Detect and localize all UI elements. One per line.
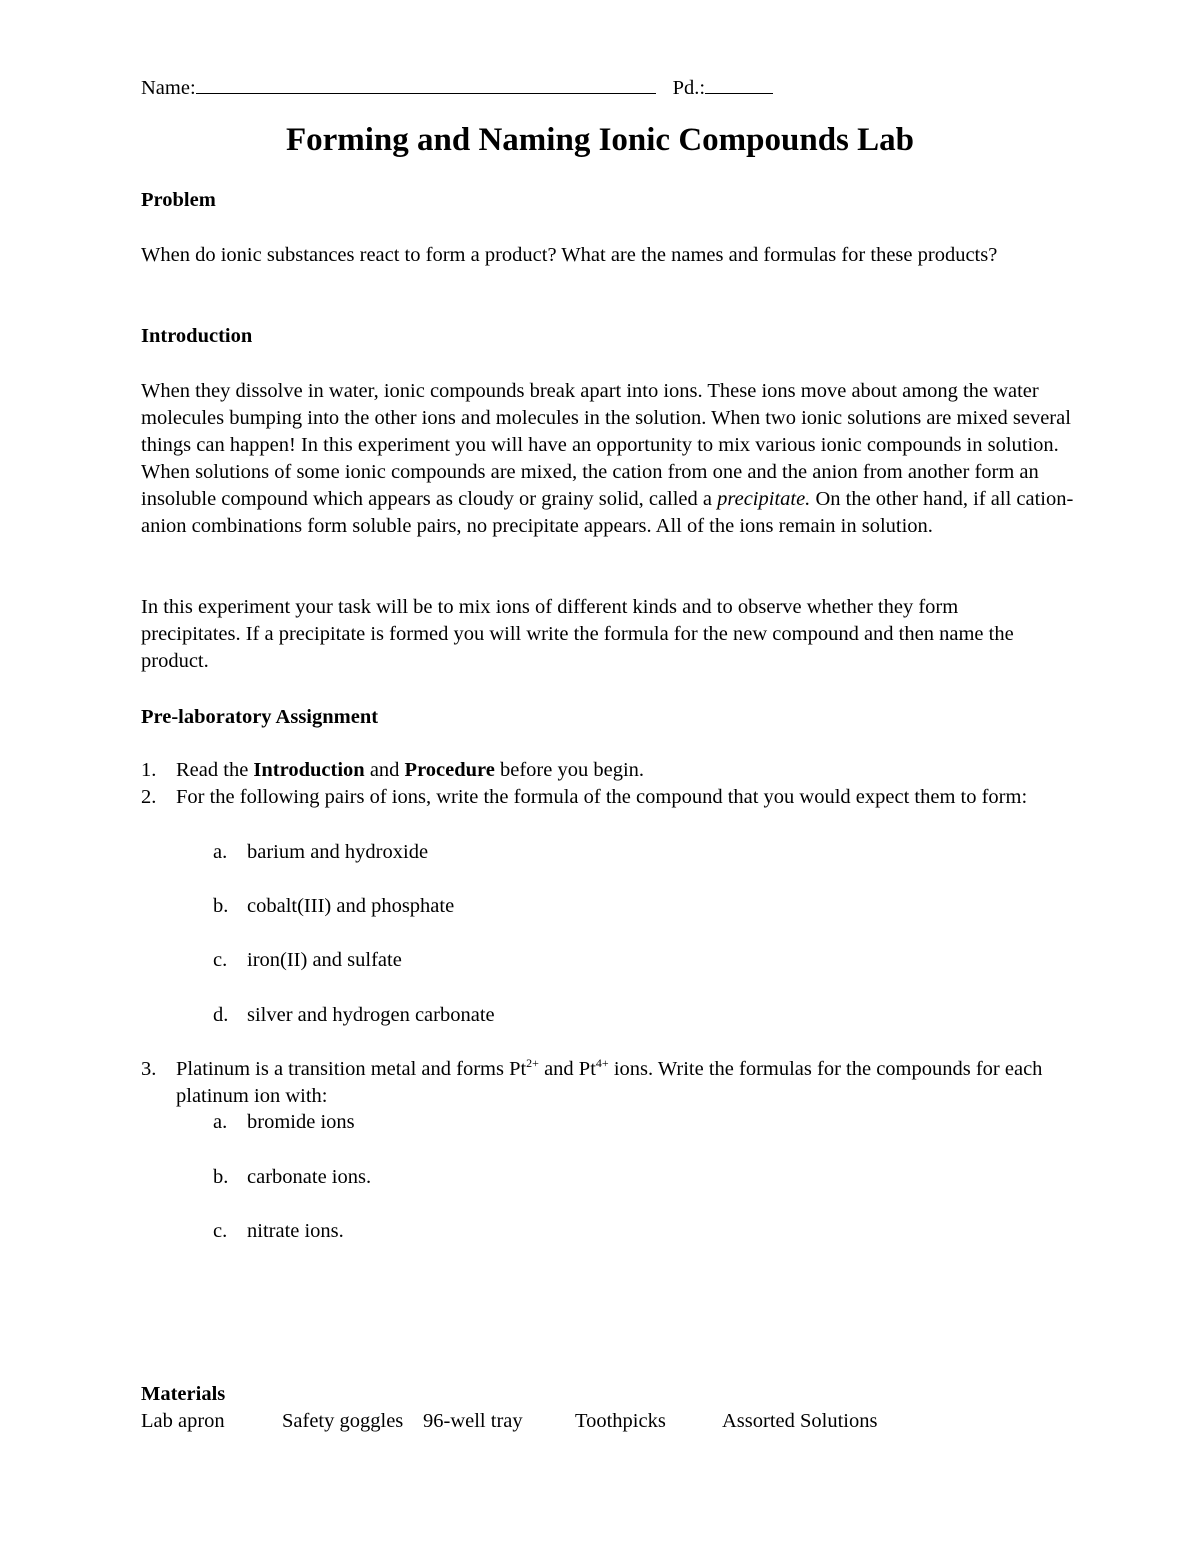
material-item: Assorted Solutions <box>722 1410 878 1432</box>
problem-text: When do ionic substances react to form a product? What are the names and formulas for these products? <box>141 244 998 266</box>
introduction-paragraph-1: When they dissolve in water, ionic compounds break apart into ions. These ions move about among the water molecules bumping into the other ions and molecules in the solution. When two ionic solutions are mixed several things can happen! In this experiment you will have an opportunity to mix various ionic compounds in solution. When solutions of some ionic compounds are mixed, the cation from one and the anion from another form an insoluble compound which appears as cloudy or grainy solid, called a precipitate. On the other hand, if all cation-anion combinations form soluble pairs, no precipitate appears. All of the ions remain in solution. <box>141 380 1074 537</box>
material-item: Safety goggles <box>282 1410 404 1432</box>
materials-list <box>141 1408 1091 1435</box>
materials-heading: Materials <box>141 1383 226 1405</box>
item-text: Platinum is a transition metal and forms $Pt^{2+}$ and $Pt^{4+}$ ions. Write the formulas for the compounds for each platinum ion with: <box>176 1056 1043 1107</box>
procedure-ref: Procedure <box>404 759 495 781</box>
header-line <box>141 73 1091 102</box>
material-item: Toothpicks <box>575 1410 666 1432</box>
introduction-heading: Introduction <box>141 325 253 347</box>
item-text: For the following pairs of ions, write the formula of the compound that you would expect them to form: <box>176 786 1028 808</box>
introduction-ref: Introduction <box>253 759 365 781</box>
item-number: 3. <box>141 1058 157 1080</box>
material-item: Lab apron <box>141 1410 225 1432</box>
period-blank <box>705 73 773 94</box>
precipitate-term: precipitate. <box>717 488 811 510</box>
introduction-paragraph-2: In this experiment your task will be to mix ions of different kinds and to observe whether they form precipitates. If a precipitate is formed you will write the formula for the new compound and then name the product. <box>141 596 1014 672</box>
worksheet-page: Name: Pd.: Forming and Naming Ionic Compounds Lab Problem When do ionic substances react to form a product? What are the names and formulas for these products? Introduction When they dissolve in water, ionic compounds break apart into ions. These ions move about among the water molecules bumping into the other ions and molecules in the solution. When two ionic solutions are mixed several things can happen! In this experiment you will have an opportunity to mix various ionic compounds in solution. When solutions of some ionic compounds are mixed, the cation from one and the anion from another form an insoluble compound which appears as cloudy or grainy solid, called a precipitate. On the other hand, if all cation-anion combinations form soluble pairs, no precipitate appears. All of the ions remain in solution. In this experiment your task will be to mix ions of different kinds and to observe whether they form precipitates. If a precipitate is formed you will write the formula for the new compound and then name the product. Pre-laboratory Assignment 1. Read the Introduction and Procedure before you begin. 2. For the following pairs of ions, write the formula of the compound that you would expect them to form: a. barium and hydroxide b. cobalt(III) and phosphate c. iron(II) and sulfate d. silver and hydrogen carbonate 3. Platinum is a transition metal and forms $Pt^{2+}$ and $Pt^{4+}$ ions. Write the formulas for the compounds for each platinum ion with: a. bromide ions b. carbonate ions. c. nitrate ions. Materials Lab apron Safety goggles 96-well tray Toothpicks Assorted Solutions <box>0 0 1200 1553</box>
item-number: 1. <box>141 759 157 781</box>
prelab-heading: Pre-laboratory Assignment <box>141 706 379 728</box>
period-label: Pd.: <box>672 77 706 99</box>
item-number: 2. <box>141 786 157 808</box>
name-blank <box>196 73 656 94</box>
problem-heading: Problem <box>141 189 216 211</box>
name-label: Name: <box>141 77 196 99</box>
material-item: 96-well tray <box>423 1410 523 1432</box>
page-title: Forming and Naming Ionic Compounds Lab <box>285 122 915 158</box>
